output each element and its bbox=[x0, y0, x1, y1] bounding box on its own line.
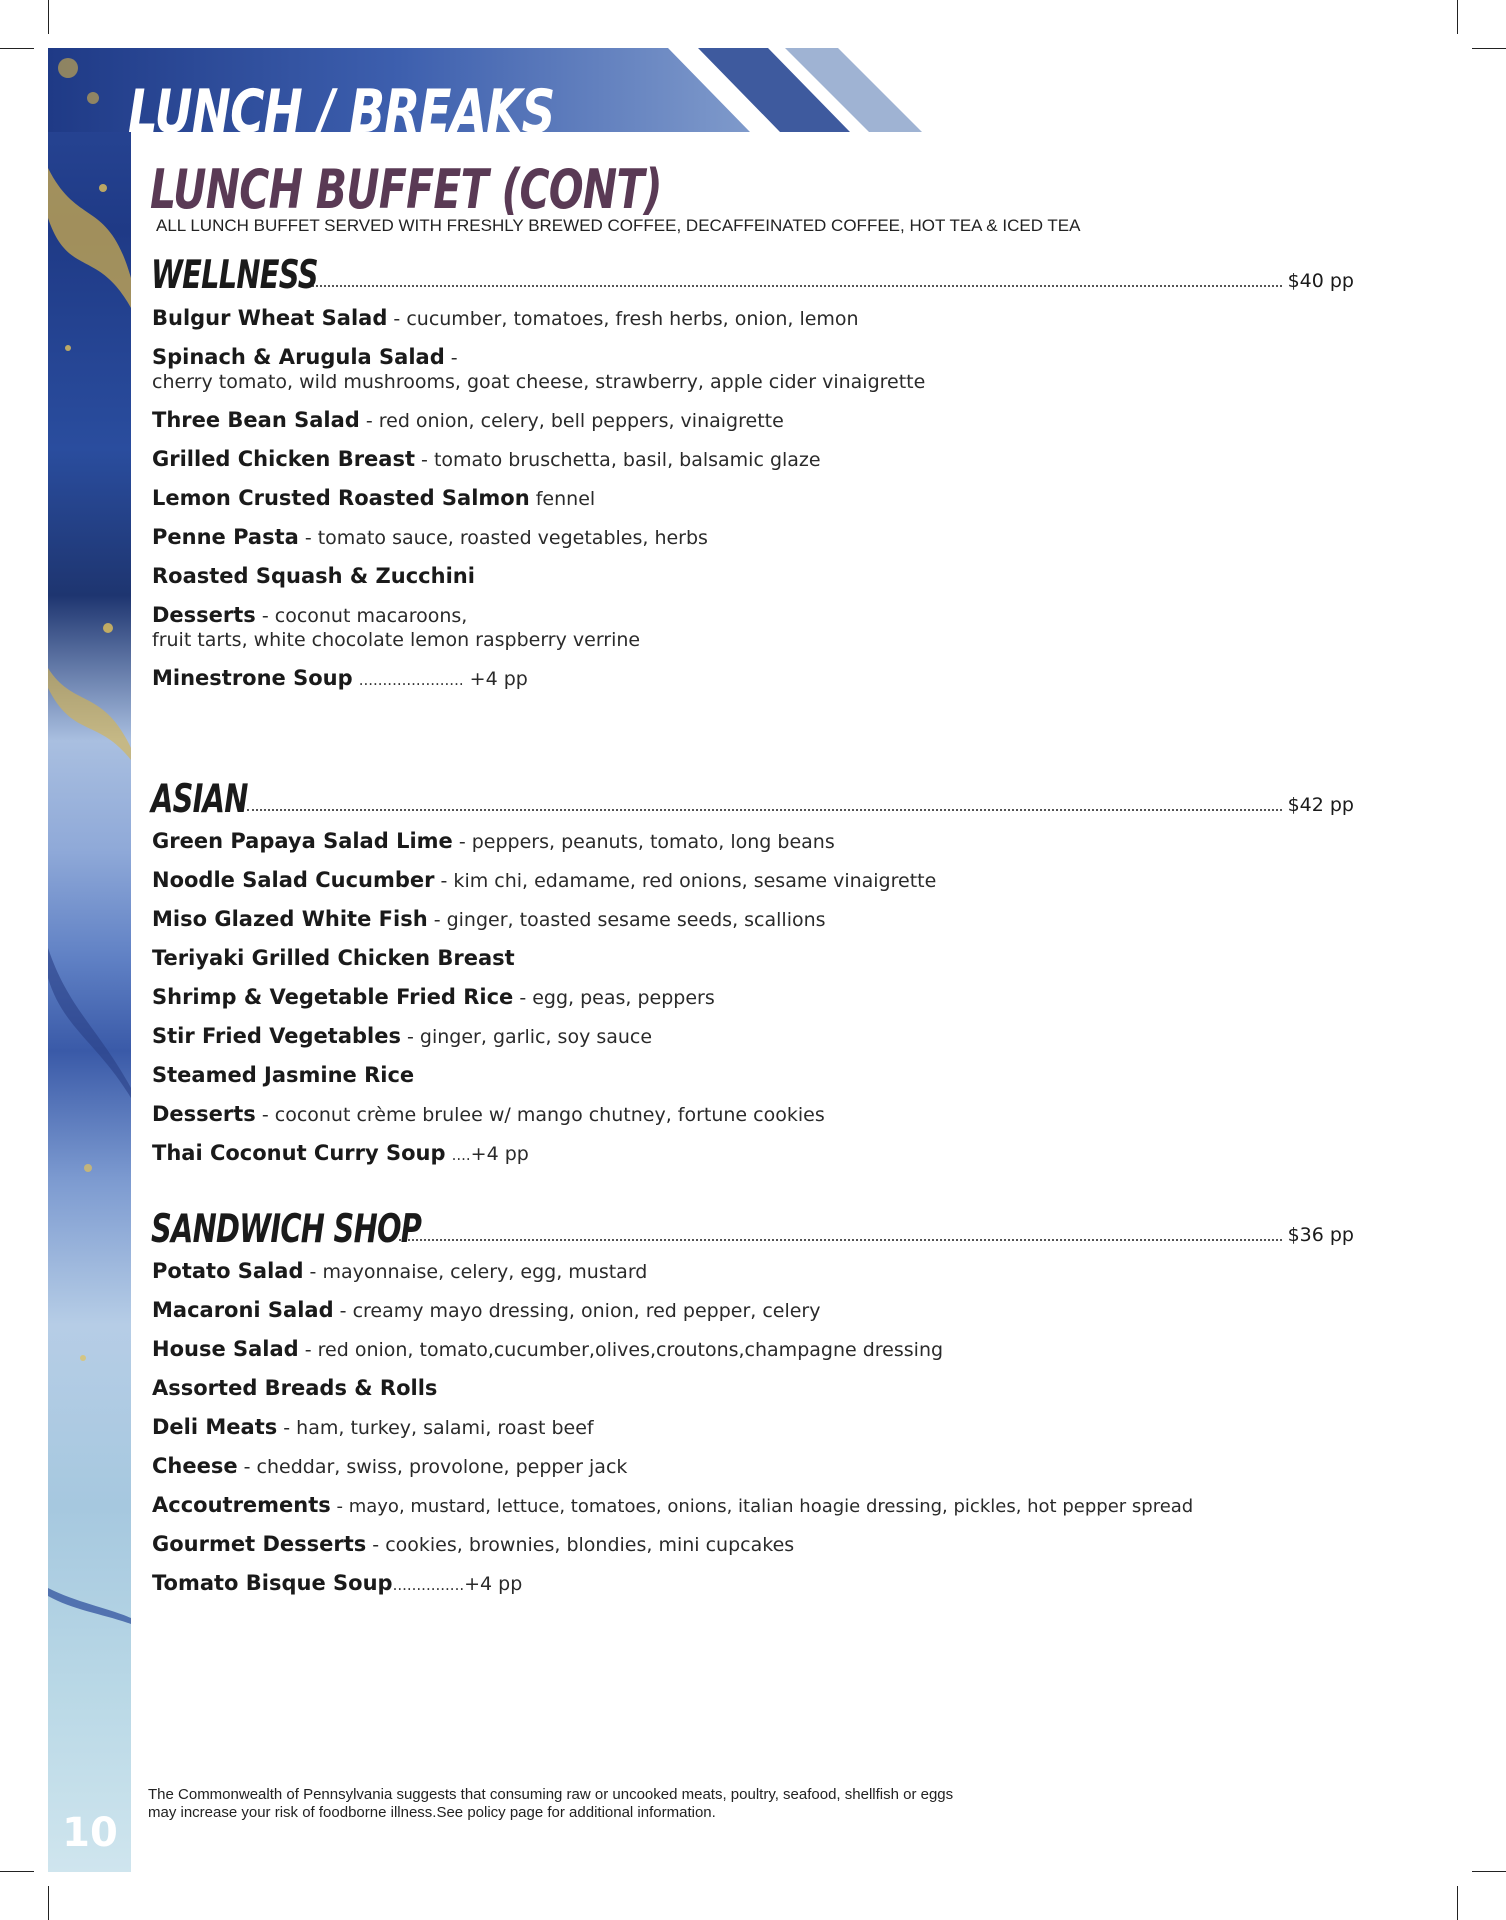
item-name: Stir Fried Vegetables bbox=[152, 1024, 401, 1048]
item-name: Thai Coconut Curry Soup bbox=[152, 1141, 446, 1165]
dotted-leader bbox=[247, 808, 1282, 811]
menu-item bbox=[152, 447, 1352, 472]
item-description: - ginger, toasted sesame seeds, scallions bbox=[427, 909, 826, 931]
menu-item bbox=[152, 486, 1352, 511]
item-name: Minestrone Soup bbox=[152, 666, 353, 690]
section-header-asian bbox=[151, 776, 1354, 820]
menu-item bbox=[152, 1024, 1352, 1049]
section-title: ASIAN bbox=[151, 777, 248, 822]
item-name: Gourmet Desserts bbox=[152, 1532, 367, 1556]
dotted-leader: ............... bbox=[392, 1576, 465, 1594]
menu-item bbox=[152, 1063, 1352, 1088]
menu-item bbox=[152, 985, 1352, 1010]
dotted-leader: ...................... bbox=[358, 671, 464, 689]
item-name: Accoutrements bbox=[152, 1493, 331, 1517]
item-price: +4 pp bbox=[470, 1143, 529, 1165]
menu-item bbox=[152, 1454, 1352, 1479]
decorative-side-strip bbox=[48, 48, 131, 1872]
item-description: - cheddar, swiss, provolone, pepper jack bbox=[237, 1456, 628, 1478]
item-description-line2: fruit tarts, white chocolate lemon raspberry verrine bbox=[152, 629, 641, 651]
item-name: Macaroni Salad bbox=[152, 1298, 334, 1322]
item-name: Miso Glazed White Fish bbox=[152, 907, 428, 931]
item-description: - coconut crème brulee w/ mango chutney, fortune cookies bbox=[255, 1104, 825, 1126]
section-price: $40 pp bbox=[1287, 270, 1354, 292]
disclaimer-line-1: The Commonwealth of Pennsylvania suggests that consuming raw or uncooked meats, poultry, seafood, shellfish or eggs bbox=[148, 1786, 954, 1803]
item-name: Grilled Chicken Breast bbox=[152, 447, 416, 471]
item-name: Assorted Breads & Rolls bbox=[152, 1376, 438, 1400]
item-name: Green Papaya Salad Lime bbox=[152, 829, 453, 853]
item-description: - coconut macaroons, bbox=[255, 605, 468, 627]
crop-mark bbox=[1472, 48, 1506, 49]
section-title: WELLNESS bbox=[151, 253, 318, 298]
menu-item bbox=[152, 946, 1352, 971]
item-name: Teriyaki Grilled Chicken Breast bbox=[152, 946, 515, 970]
item-name: Three Bean Salad bbox=[152, 408, 360, 432]
item-description-line2: cherry tomato, wild mushrooms, goat cheese, strawberry, apple cider vinaigrette bbox=[152, 371, 926, 393]
item-description: - red onion, tomato,cucumber,olives,croutons,champagne dressing bbox=[298, 1339, 944, 1361]
menu-item bbox=[152, 868, 1352, 893]
section-title: SANDWICH SHOP bbox=[151, 1207, 422, 1252]
page-number: 10 bbox=[62, 1810, 118, 1856]
dotted-leader bbox=[399, 1238, 1282, 1241]
crop-mark bbox=[0, 1871, 34, 1872]
crop-mark bbox=[1457, 0, 1458, 34]
item-name: Cheese bbox=[152, 1454, 238, 1478]
crop-mark bbox=[0, 48, 34, 49]
menu-item bbox=[152, 525, 1352, 550]
section-header-wellness bbox=[151, 252, 1354, 296]
menu-item bbox=[152, 907, 1352, 932]
item-description: - peppers, peanuts, tomato, long beans bbox=[452, 831, 835, 853]
item-description: - cucumber, tomatoes, fresh herbs, onion, lemon bbox=[387, 308, 859, 330]
item-description: - mayonnaise, celery, egg, mustard bbox=[303, 1261, 648, 1283]
menu-item bbox=[152, 1298, 1352, 1323]
crop-mark bbox=[1472, 1871, 1506, 1872]
item-name: Spinach & Arugula Salad bbox=[152, 345, 445, 369]
section-header-sandwich-shop bbox=[151, 1206, 1354, 1250]
menu-item bbox=[152, 1141, 1352, 1167]
menu-item bbox=[152, 1337, 1352, 1362]
menu-item bbox=[152, 666, 1352, 692]
item-name: Lemon Crusted Roasted Salmon bbox=[152, 486, 530, 510]
item-name: Potato Salad bbox=[152, 1259, 304, 1283]
item-name: House Salad bbox=[152, 1337, 299, 1361]
item-name: Desserts bbox=[152, 603, 256, 627]
item-name: Noodle Salad Cucumber bbox=[152, 868, 435, 892]
menu-item bbox=[152, 345, 1352, 394]
item-name: Tomato Bisque Soup bbox=[152, 1571, 393, 1595]
item-description: - bbox=[444, 347, 458, 369]
page-subtitle: ALL LUNCH BUFFET SERVED WITH FRESHLY BREWED COFFEE, DECAFFEINATED COFFEE, HOT TEA & ICED TEA bbox=[156, 216, 1081, 235]
item-description: - creamy mayo dressing, onion, red pepper, celery bbox=[333, 1300, 821, 1322]
menu-item bbox=[152, 829, 1352, 854]
item-description: - red onion, celery, bell peppers, vinaigrette bbox=[359, 410, 784, 432]
item-description: - mayo, mustard, lettuce, tomatoes, onions, italian hoagie dressing, pickles, hot pepper spread bbox=[330, 1496, 1194, 1517]
page-title: LUNCH BUFFET (CONT) bbox=[150, 158, 662, 221]
item-description: - cookies, brownies, blondies, mini cupcakes bbox=[366, 1534, 795, 1556]
dotted-leader bbox=[299, 284, 1282, 287]
item-description: - tomato sauce, roasted vegetables, herbs bbox=[298, 527, 708, 549]
food-safety-disclaimer bbox=[148, 1786, 1148, 1822]
item-description: - tomato bruschetta, basil, balsamic glaze bbox=[415, 449, 821, 471]
crop-mark bbox=[48, 0, 49, 34]
item-name: Bulgur Wheat Salad bbox=[152, 306, 388, 330]
menu-item bbox=[152, 603, 1352, 652]
crop-mark bbox=[48, 1886, 49, 1920]
item-description: - ginger, garlic, soy sauce bbox=[400, 1026, 653, 1048]
banner-title: LUNCH / BREAKS bbox=[128, 77, 555, 147]
item-price: +4 pp bbox=[463, 668, 528, 690]
item-description: - ham, turkey, salami, roast beef bbox=[277, 1417, 594, 1439]
header-banner bbox=[48, 48, 922, 147]
menu-item bbox=[152, 1259, 1352, 1284]
menu-item bbox=[152, 1415, 1352, 1440]
disclaimer-line-2: may increase your risk of foodborne illness.See policy page for additional information. bbox=[148, 1804, 716, 1821]
menu-item bbox=[152, 1493, 1352, 1519]
crop-mark bbox=[1457, 1886, 1458, 1920]
menu-item bbox=[152, 1102, 1352, 1127]
menu-item bbox=[152, 408, 1352, 433]
section-price: $42 pp bbox=[1287, 794, 1354, 816]
gold-splatter-decoration bbox=[48, 48, 131, 1872]
item-name: Shrimp & Vegetable Fried Rice bbox=[152, 985, 514, 1009]
menu-item bbox=[152, 306, 1352, 331]
menu-item bbox=[152, 564, 1352, 589]
item-description: - kim chi, edamame, red onions, sesame vinaigrette bbox=[434, 870, 937, 892]
menu-item bbox=[152, 1376, 1352, 1401]
item-name: Deli Meats bbox=[152, 1415, 278, 1439]
item-name: Penne Pasta bbox=[152, 525, 299, 549]
item-name: Desserts bbox=[152, 1102, 256, 1126]
item-description: - egg, peas, peppers bbox=[513, 987, 715, 1009]
item-name: Roasted Squash & Zucchini bbox=[152, 564, 475, 588]
item-description: fennel bbox=[529, 488, 596, 510]
menu-item bbox=[152, 1571, 1352, 1597]
menu-item bbox=[152, 1532, 1352, 1557]
dotted-leader: .... bbox=[451, 1146, 471, 1164]
item-name: Steamed Jasmine Rice bbox=[152, 1063, 415, 1087]
item-price: +4 pp bbox=[464, 1573, 523, 1595]
section-price: $36 pp bbox=[1287, 1224, 1354, 1246]
